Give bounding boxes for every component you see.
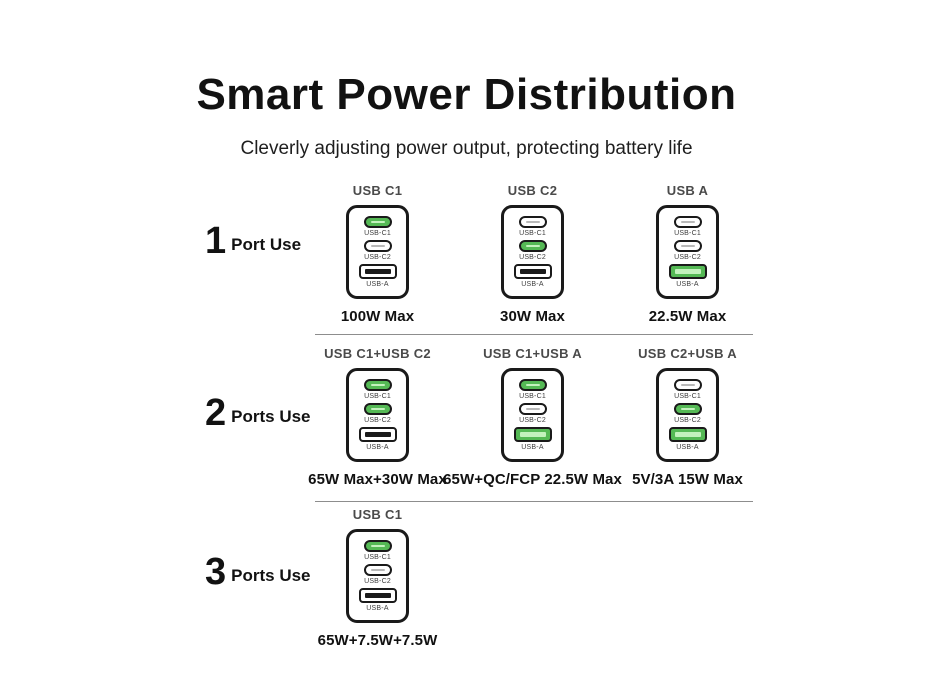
usb-c1-port-label: USB-C1 bbox=[674, 230, 701, 237]
charger-diagram bbox=[346, 205, 409, 299]
usb-c2-port bbox=[519, 403, 547, 415]
usb-c2-port-label: USB-C2 bbox=[364, 578, 391, 585]
row-number: 3 bbox=[205, 551, 227, 593]
usb-a-port-pin bbox=[365, 269, 391, 274]
usb-a-port-label: USB-A bbox=[366, 281, 389, 288]
usb-c1-port-pin bbox=[371, 221, 385, 224]
usb-c1-port-label: USB-C1 bbox=[364, 230, 391, 237]
usb-a-port bbox=[514, 264, 552, 279]
charger-group bbox=[300, 507, 455, 649]
wattage-label: 30W Max bbox=[500, 308, 565, 325]
usb-c2-port-group bbox=[519, 240, 547, 261]
usb-a-port-pin bbox=[365, 432, 391, 437]
usb-c2-port bbox=[364, 564, 392, 576]
usb-c2-port-pin bbox=[681, 408, 695, 411]
charger-cell bbox=[610, 183, 765, 325]
row-number: 1 bbox=[205, 220, 227, 262]
charger-cell bbox=[443, 346, 622, 488]
usb-c1-port-label: USB-C1 bbox=[519, 393, 546, 400]
usb-a-port-label: USB-A bbox=[366, 444, 389, 451]
usb-a-port-group bbox=[669, 264, 707, 288]
usb-c1-port bbox=[364, 216, 392, 228]
usb-c1-port bbox=[674, 216, 702, 228]
usb-c2-port-label: USB-C2 bbox=[519, 417, 546, 424]
usb-a-port-group bbox=[359, 588, 397, 612]
usb-c1-port-label: USB-C1 bbox=[519, 230, 546, 237]
usb-c1-port bbox=[519, 379, 547, 391]
usb-c2-port bbox=[674, 240, 702, 252]
usb-a-port bbox=[669, 427, 707, 442]
usb-c1-port-group bbox=[364, 379, 392, 400]
usb-c2-port-group bbox=[364, 240, 392, 261]
charger-cell bbox=[300, 507, 455, 649]
usb-c1-port-pin bbox=[681, 384, 695, 387]
charger-port-title: USB A bbox=[666, 183, 709, 198]
usb-c2-port-group bbox=[519, 403, 547, 424]
charger-cell bbox=[300, 183, 455, 325]
charger-group bbox=[300, 183, 765, 325]
wattage-label: 5V/3A 15W Max bbox=[632, 471, 743, 488]
usb-c2-port bbox=[364, 403, 392, 415]
row-label bbox=[205, 220, 302, 262]
usb-a-port bbox=[669, 264, 707, 279]
page-title: Smart Power Distribution bbox=[196, 70, 737, 119]
usb-a-port bbox=[359, 427, 397, 442]
usb-a-port-label: USB-A bbox=[521, 281, 544, 288]
usb-c2-port bbox=[519, 240, 547, 252]
charger-cell bbox=[455, 183, 610, 325]
usb-c1-port-group bbox=[674, 216, 702, 237]
usb-a-port-label: USB-A bbox=[676, 444, 699, 451]
usb-c2-port-pin bbox=[526, 245, 540, 248]
usb-c1-port bbox=[364, 379, 392, 391]
usb-c1-port bbox=[364, 540, 392, 552]
usb-a-port-group bbox=[359, 264, 397, 288]
usb-c2-port-label: USB-C2 bbox=[674, 417, 701, 424]
usb-c1-port-pin bbox=[371, 384, 385, 387]
usb-c2-port-group bbox=[674, 240, 702, 261]
wattage-label: 100W Max bbox=[340, 308, 415, 325]
charger-port-title: USB C1 bbox=[352, 183, 403, 198]
charger-diagram bbox=[501, 205, 564, 299]
usb-c1-port-label: USB-C1 bbox=[364, 393, 391, 400]
usb-c2-port bbox=[364, 240, 392, 252]
usb-c2-port-pin bbox=[681, 245, 695, 248]
charger-cell bbox=[300, 346, 455, 488]
row-label-text: Ports Use bbox=[231, 566, 311, 586]
charger-group bbox=[300, 346, 765, 488]
usb-a-port-pin bbox=[520, 432, 546, 437]
row-label-text: Port Use bbox=[231, 235, 302, 255]
charger-diagram bbox=[501, 368, 564, 462]
row-label-text: Ports Use bbox=[231, 407, 311, 427]
usb-a-port bbox=[359, 588, 397, 603]
usb-a-port-pin bbox=[365, 593, 391, 598]
usb-c1-port-label: USB-C1 bbox=[674, 393, 701, 400]
usb-c1-port bbox=[519, 216, 547, 228]
charger-diagram bbox=[346, 368, 409, 462]
usb-a-port-label: USB-A bbox=[366, 605, 389, 612]
usb-c1-port-pin bbox=[526, 221, 540, 224]
usb-a-port-pin bbox=[675, 432, 701, 437]
charger-diagram bbox=[656, 368, 719, 462]
row-divider bbox=[315, 501, 753, 502]
usb-a-port-label: USB-A bbox=[676, 281, 699, 288]
wattage-label: 65W+QC/FCP 22.5W Max bbox=[443, 471, 622, 488]
usb-c1-port-group bbox=[519, 379, 547, 400]
row-3-ports-use bbox=[205, 507, 765, 657]
charger-port-title: USB C2 bbox=[507, 183, 558, 198]
row-divider bbox=[315, 334, 753, 335]
usb-c2-port-pin bbox=[526, 408, 540, 411]
usb-a-port-label: USB-A bbox=[521, 444, 544, 451]
usb-c1-port-group bbox=[364, 216, 392, 237]
wattage-label: 65W Max+30W Max bbox=[308, 471, 447, 488]
charger-diagram bbox=[346, 529, 409, 623]
usb-c1-port-pin bbox=[371, 545, 385, 548]
usb-c2-port-pin bbox=[371, 408, 385, 411]
usb-a-port bbox=[359, 264, 397, 279]
usb-c2-port-label: USB-C2 bbox=[364, 417, 391, 424]
usb-c2-port-group bbox=[674, 403, 702, 424]
charger-port-title: USB C1 bbox=[352, 507, 403, 522]
usb-c2-port-group bbox=[364, 403, 392, 424]
usb-c1-port bbox=[674, 379, 702, 391]
row-1-port-use bbox=[205, 183, 765, 333]
usb-a-port-group bbox=[669, 427, 707, 451]
usb-a-port-group bbox=[514, 264, 552, 288]
usb-a-port-pin bbox=[675, 269, 701, 274]
row-2-ports-use bbox=[205, 346, 765, 496]
usb-c1-port-label: USB-C1 bbox=[364, 554, 391, 561]
usb-c2-port-pin bbox=[371, 569, 385, 572]
usb-c2-port-group bbox=[364, 564, 392, 585]
usb-c1-port-pin bbox=[526, 384, 540, 387]
charger-port-title: USB C2+USB A bbox=[638, 346, 737, 361]
page-subtitle: Cleverly adjusting power output, protecting battery life bbox=[240, 138, 693, 159]
usb-c2-port-label: USB-C2 bbox=[519, 254, 546, 261]
usb-c2-port-label: USB-C2 bbox=[364, 254, 391, 261]
wattage-label: 65W+7.5W+7.5W bbox=[317, 632, 438, 649]
row-number: 2 bbox=[205, 392, 227, 434]
usb-c2-port-pin bbox=[371, 245, 385, 248]
usb-c1-port-pin bbox=[681, 221, 695, 224]
usb-c1-port-group bbox=[674, 379, 702, 400]
usb-a-port bbox=[514, 427, 552, 442]
row-label bbox=[205, 551, 311, 593]
charger-diagram bbox=[656, 205, 719, 299]
usb-a-port-group bbox=[514, 427, 552, 451]
usb-c1-port-group bbox=[519, 216, 547, 237]
usb-c2-port bbox=[674, 403, 702, 415]
charger-port-title: USB C1+USB A bbox=[483, 346, 582, 361]
usb-c1-port-group bbox=[364, 540, 392, 561]
row-label bbox=[205, 392, 311, 434]
charger-port-title: USB C1+USB C2 bbox=[324, 346, 431, 361]
charger-cell bbox=[610, 346, 765, 488]
wattage-label: 22.5W Max bbox=[648, 308, 727, 325]
usb-c2-port-label: USB-C2 bbox=[674, 254, 701, 261]
usb-a-port-pin bbox=[520, 269, 546, 274]
usb-a-port-group bbox=[359, 427, 397, 451]
